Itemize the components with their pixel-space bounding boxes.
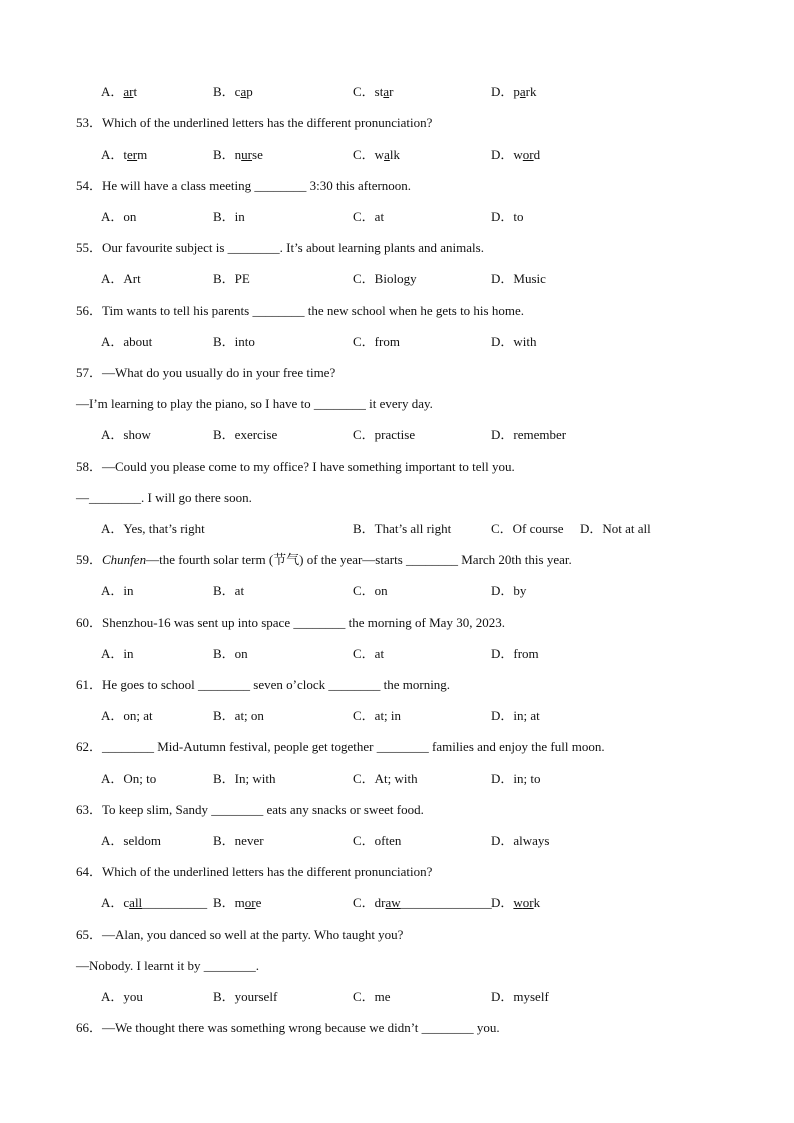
option-a: A．seldom [101,833,161,848]
option-c: C．Of course [491,521,564,536]
question-60: 60．Shenzhou-16 was sent up into space ________ the morning of May 30, 2023. [76,615,505,630]
q57-options [0,427,794,443]
option-a: A．in [101,646,134,661]
option-d: D．in; to [491,771,541,786]
q61-options [0,708,794,724]
question-64: 64．Which of the underlined letters has the different pronunciation? [76,864,433,879]
question-65: 65．—Alan, you danced so well at the party. Who taught you? [76,927,404,942]
option-c: C．often [353,833,402,848]
option-d: D．word [491,147,541,162]
option-c: C．at [353,646,385,661]
option-c: C．on [353,583,388,598]
option-d: D．by [491,583,527,598]
question-53: 53．Which of the underlined letters has the different pronunciation? [76,115,433,130]
q56-options [0,334,794,350]
option-a: A．On; to [101,771,157,786]
option-d: D．from [491,646,539,661]
option-d: D．Music [491,271,546,286]
q60-options [0,646,794,662]
question-59: 59．Chunfen—the fourth solar term (节气) of the year—starts ________ March 20th this year. [76,552,572,567]
option-b: B．exercise [213,427,278,442]
question-61: 61．He goes to school ________ seven o’clock ________ the morning. [76,677,451,692]
q58-options [0,521,794,537]
option-c: C．practise [353,427,416,442]
question-57-reply: —I’m learning to play the piano, so I have to ________ it every day. [76,396,433,411]
option-c: C．walk [353,147,400,162]
option-c: C．me [353,989,391,1004]
q64-options [0,895,794,911]
option-a: A．call__________ [101,895,208,910]
option-d: D．remember [491,427,567,442]
option-d: D．to [491,209,524,224]
option-b: B．That’s all right [353,521,452,536]
question-56: 56．Tim wants to tell his parents ________ the new school when he gets to his home. [76,303,524,318]
option-b: B．at [213,583,245,598]
option-b: B．in [213,209,245,224]
option-b: B．into [213,334,255,349]
q55-options [0,271,794,287]
q54-options [0,209,794,225]
option-b: B．on [213,646,248,661]
option-d: D．in; at [491,708,540,723]
option-a: A．on [101,209,137,224]
option-a: A．on; at [101,708,153,723]
option-d: D．with [491,334,537,349]
option-a: A．about [101,334,153,349]
question-54: 54．He will have a class meeting ________ 3:30 this afternoon. [76,178,412,193]
option-c: C．from [353,334,400,349]
question-55: 55．Our favourite subject is ________. It’s about learning plants and animals. [76,240,484,255]
option-d: D．park [491,84,537,99]
option-b: B．In; with [213,771,276,786]
question-63: 63．To keep slim, Sandy ________ eats any snacks or sweet food. [76,802,424,817]
q53-options [0,147,794,163]
question-57: 57．—What do you usually do in your free time? [76,365,336,380]
option-d: D．always [491,833,550,848]
option-c: C．at; in [353,708,402,723]
option-c: C．Biology [353,271,417,286]
q63-options [0,833,794,849]
question-66: 66．—We thought there was something wrong because we didn’t ________ you. [76,1020,500,1035]
q59-options [0,583,794,599]
option-b: B．PE [213,271,250,286]
option-d: D．work [491,895,541,910]
q65-options [0,989,794,1005]
option-d: D．myself [491,989,549,1004]
option-b: B．yourself [213,989,278,1004]
option-a: A．in [101,583,134,598]
option-a: A．term [101,147,148,162]
question-58-reply: —________. I will go there soon. [76,490,252,505]
question-65-reply: —Nobody. I learnt it by ________. [76,958,259,973]
q62-options [0,771,794,787]
option-a: A．Art [101,271,141,286]
option-b: B．nurse [213,147,263,162]
option-d: D．Not at all [580,521,651,536]
option-c: C．at [353,209,385,224]
option-a: A．art [101,84,138,99]
option-b: B．cap [213,84,253,99]
option-b: B．at; on [213,708,264,723]
option-b: B．never [213,833,264,848]
q52-options [0,84,794,100]
question-58: 58．—Could you please come to my office? I have something important to tell you. [76,459,515,474]
option-c: C．star [353,84,394,99]
option-a: A．you [101,989,143,1004]
question-62: 62．________ Mid-Autumn festival, people get together ________ families and enjoy the full moon. [76,739,605,754]
option-a: A．show [101,427,151,442]
option-a: A．Yes, that’s right [101,521,205,536]
option-b: B．more [213,895,262,910]
option-c: C．At; with [353,771,418,786]
option-c: C．draw______________ [353,895,492,910]
